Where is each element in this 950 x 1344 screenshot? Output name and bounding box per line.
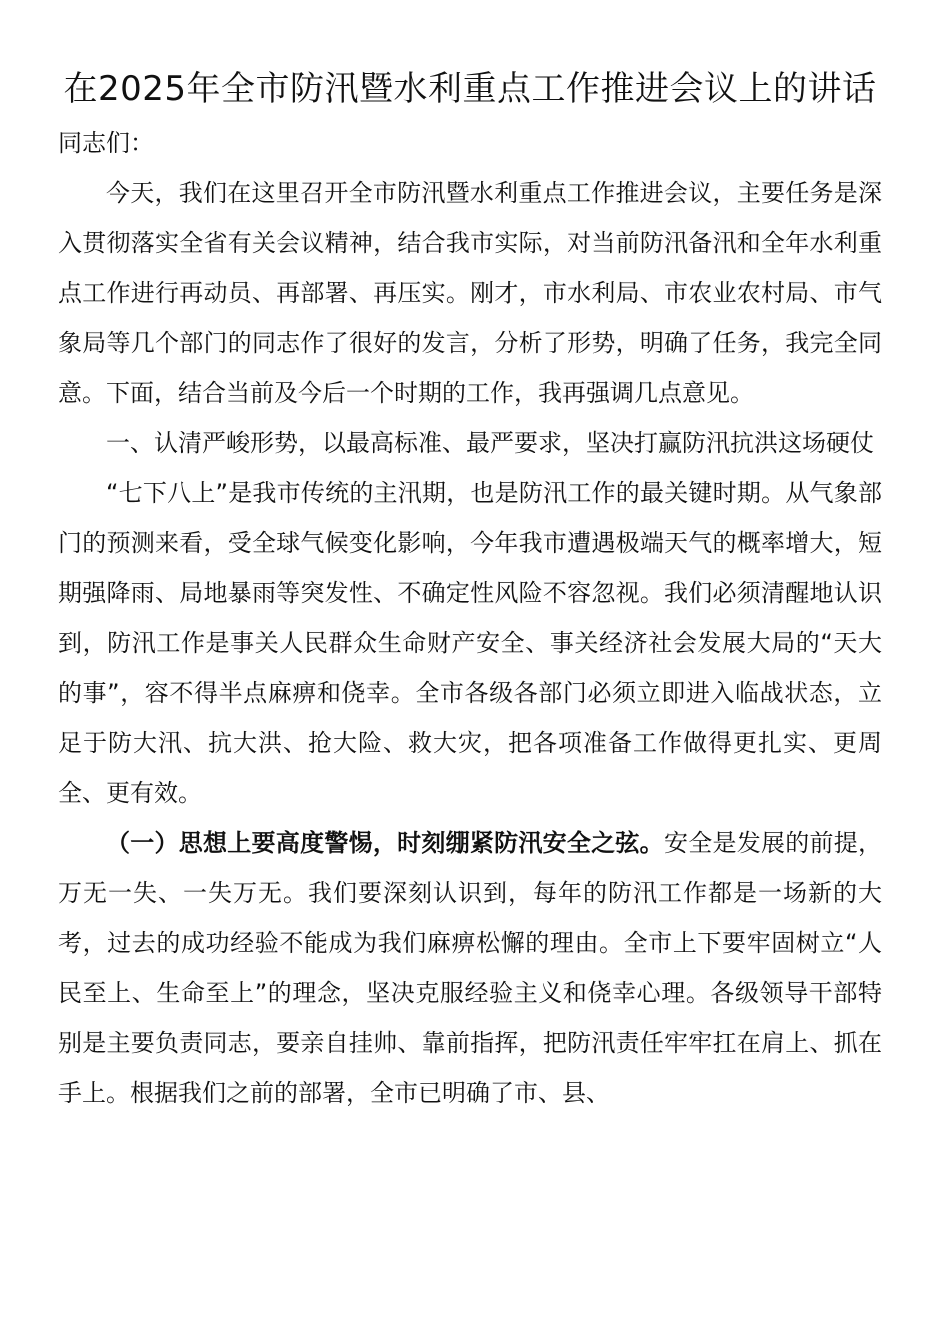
subsection-lead: （一）思想上要高度警惕，时刻绷紧防汛安全之弦。 — [106, 829, 664, 857]
paragraph-opening — [58, 168, 882, 418]
document-title: 在2025年全市防汛暨水利重点工作推进会议上的讲话 — [63, 69, 877, 109]
paragraph-text: 安全是发展的前提，万无一失、一失万无。我们要深刻认识到，每年的防汛工作都是一场新的大考，过去的成功经验不能成为我们麻痹松懈的理由。全市上下要牢固树立“人民至上、生命至上”的理念，坚决克服经验主义和侥幸心理。各级领导干部特别是主要负责同志，要亲自挂帅、靠前指挥，把防汛责任牢牢扛在肩上、抓在手上。根据我们之前的部署，全市已明确了市、县、 — [58, 829, 883, 1107]
paragraph-situation — [58, 468, 882, 818]
section-heading-text: 一、认清严峻形势，以最高标准、最严要求，坚决打赢防汛抗洪这场硬仗 — [106, 429, 874, 457]
paragraph-text: 今天，我们在这里召开全市防汛暨水利重点工作推进会议，主要任务是深入贯彻落实全省有关会议精神，结合我市实际，对当前防汛备汛和全年水利重点工作进行再动员、再部署、再压实。刚才，市水利局、市农业农村局、市气象局等几个部门的同志作了很好的发言，分析了形势，明确了任务，我完全同意。下面，结合当前及今后一个时期的工作，我再强调几点意见。 — [58, 179, 882, 407]
paragraph-text: “七下八上”是我市传统的主汛期，也是防汛工作的最关键时期。从气象部门的预测来看，受全球气候变化影响，今年我市遭遇极端天气的概率增大，短期强降雨、局地暴雨等突发性、不确定性风险不容忽视。我们必须清醒地认识到，防汛工作是事关人民群众生命财产安全、事关经济社会发展大局的“天大的事”，容不得半点麻痹和侥幸。全市各级各部门必须立即进入临战状态，立足于防大汛、抗大洪、抢大险、救大灾，把各项准备工作做得更扎实、更周全、更有效。 — [58, 479, 882, 807]
paragraph-subsection-one — [58, 818, 882, 1118]
section-heading-one — [58, 418, 882, 468]
salutation: 同志们： — [58, 129, 154, 157]
